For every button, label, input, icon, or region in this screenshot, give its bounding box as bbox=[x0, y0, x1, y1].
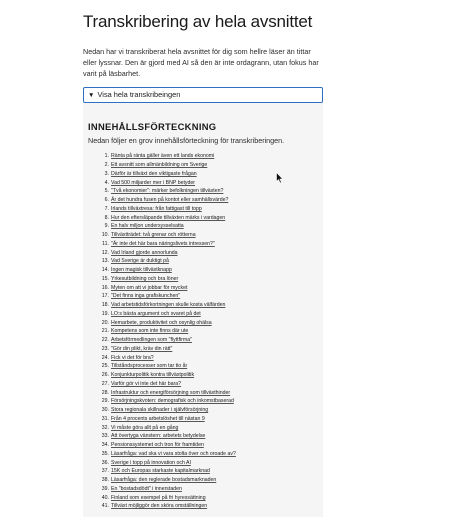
toc-item bbox=[83, 467, 323, 476]
toc-item bbox=[83, 179, 323, 188]
toc-item-link[interactable]: Kompetens som inte finns där ute bbox=[111, 328, 189, 335]
toc-item-number: 22. bbox=[101, 337, 109, 344]
toc-item bbox=[83, 152, 323, 161]
toc-item-number: 27. bbox=[101, 380, 109, 387]
toc-item-link[interactable]: Vad arbetstidsförkortningen skulle kosta välfärden bbox=[111, 302, 226, 309]
toc-item-number: 10. bbox=[101, 232, 109, 239]
toc-item bbox=[83, 459, 323, 468]
toc-list bbox=[83, 152, 323, 511]
toc-item bbox=[83, 336, 323, 345]
toc-item-number: 24. bbox=[101, 354, 109, 361]
toc-item-number: 15. bbox=[101, 275, 109, 282]
toc-item bbox=[83, 187, 323, 196]
toc-item-number: 20. bbox=[101, 319, 109, 326]
toc-item bbox=[83, 170, 323, 179]
toc-subheading: Nedan följer en grov innehållsförteckning för transkriberingen. bbox=[88, 136, 285, 146]
toc-item bbox=[83, 371, 323, 380]
toc-item bbox=[83, 502, 323, 511]
toc-item-number: 4. bbox=[104, 179, 109, 186]
toc-item-link[interactable]: Försörjningskvoten: demografisk och inkomstbaserad bbox=[111, 398, 234, 405]
toc-item bbox=[83, 222, 323, 231]
show-transcript-label: Visa hela transkribeingen bbox=[97, 90, 181, 100]
toc-item bbox=[83, 362, 323, 371]
toc-item bbox=[83, 345, 323, 354]
toc-item-link[interactable]: Läsarfråga: den reglerade bostadsmarknaden bbox=[111, 477, 217, 484]
toc-heading: INNEHÅLLSFÖRTECKNING bbox=[88, 121, 217, 133]
toc-item bbox=[83, 284, 323, 293]
toc-item bbox=[83, 441, 323, 450]
toc-item-link[interactable]: Arbetsförmedlingen som "flyttfirma" bbox=[111, 337, 192, 344]
mouse-cursor-icon bbox=[276, 172, 284, 184]
toc-item-link[interactable]: Vad Irland gjorde annorlunda bbox=[111, 249, 178, 256]
toc-item bbox=[83, 450, 323, 459]
toc-item-number: 8. bbox=[104, 214, 109, 221]
toc-item-link[interactable]: Tillståndsprocesser som tar tio år bbox=[111, 363, 188, 370]
toc-item bbox=[83, 406, 323, 415]
toc-item bbox=[83, 240, 323, 249]
toc-item-link[interactable]: Tillväxtträdet: två grenar och rötterna bbox=[111, 232, 196, 239]
toc-item-number: 7. bbox=[104, 205, 109, 212]
toc-item-link[interactable]: Infrastruktur och energiförsörjning som tillväxthinder bbox=[111, 389, 231, 396]
toc-item-link[interactable]: Är det hundra fusen på kontot eller samhällsvärde? bbox=[111, 197, 229, 204]
toc-item-link[interactable]: Från 4 procents arbetslöshet till nästan 9 bbox=[111, 415, 205, 422]
toc-item-number: 33. bbox=[101, 433, 109, 440]
toc-item bbox=[83, 494, 323, 503]
article bbox=[83, 10, 323, 517]
toc-item-number: 14. bbox=[101, 267, 109, 274]
toc-item-link[interactable]: Vi måste göra allt på en gång bbox=[111, 424, 179, 431]
toc-item-link[interactable]: Tillväxt möjliggör den sköra omställningen bbox=[111, 503, 208, 510]
toc-item bbox=[83, 319, 323, 328]
toc-item-link[interactable]: LO:s bästa argument och svaret på det bbox=[111, 310, 201, 317]
toc-item-link[interactable]: Vad 500 miljarder mer i BNP betyder bbox=[111, 179, 195, 186]
toc-item bbox=[83, 301, 323, 310]
toc-item-link[interactable]: En halv miljon undersysselsatta bbox=[111, 223, 184, 230]
toc-item bbox=[83, 257, 323, 266]
toc-item-number: 34. bbox=[101, 442, 109, 449]
toc-item-number: 6. bbox=[104, 197, 109, 204]
toc-item bbox=[83, 249, 323, 258]
toc-item bbox=[83, 432, 323, 441]
toc-item-number: 39. bbox=[101, 485, 109, 492]
toc-item-link[interactable]: "Är inte det här bara näringslivets intressen?" bbox=[111, 240, 215, 247]
toc-item-number: 26. bbox=[101, 372, 109, 379]
toc-item-number: 29. bbox=[101, 398, 109, 405]
toc-item bbox=[83, 214, 323, 223]
toc-item bbox=[83, 231, 323, 240]
toc-item-link[interactable]: "Gör din plikt, kräv din rätt" bbox=[111, 345, 173, 352]
toc-item-link[interactable]: Yrkesutbildning och bra löner bbox=[111, 275, 179, 282]
toc-item-number: 23. bbox=[101, 345, 109, 352]
toc-item bbox=[83, 196, 323, 205]
toc-item-number: 25. bbox=[101, 363, 109, 370]
toc-item-number: 38. bbox=[101, 477, 109, 484]
toc-item-number: 2. bbox=[104, 162, 109, 169]
toc-item-link[interactable]: Irlands tillväxtresa: från fattigast till topp bbox=[111, 205, 202, 212]
toc-item-number: 37. bbox=[101, 468, 109, 475]
toc-item-number: 3. bbox=[104, 170, 109, 177]
toc-item-number: 13. bbox=[101, 258, 109, 265]
toc-item-number: 1. bbox=[104, 153, 109, 160]
triangle-down-icon: ▼ bbox=[88, 92, 95, 100]
toc-item bbox=[83, 424, 323, 433]
toc-item-number: 16. bbox=[101, 284, 109, 291]
toc-item-link[interactable]: Ingen magisk tillväxtknapp bbox=[111, 267, 172, 274]
toc-item bbox=[83, 380, 323, 389]
toc-item-number: 36. bbox=[101, 459, 109, 466]
toc-item-link[interactable]: Hemarbete, produktivitet och osynlig ohälsa bbox=[111, 319, 212, 326]
toc-item bbox=[83, 205, 323, 214]
toc-item-link[interactable]: "Två ekonomier": märker befolkningen tillväxten? bbox=[111, 188, 224, 195]
toc-item-number: 17. bbox=[101, 293, 109, 300]
toc-item-link[interactable]: Att övertyga vänstern: arbetets betydelse bbox=[111, 433, 206, 440]
transcript-details bbox=[83, 87, 323, 517]
toc-item-link[interactable]: Hur den eftersläpande tillväxten märks i vardagen bbox=[111, 214, 226, 221]
toc-item bbox=[83, 389, 323, 398]
toc-item-number: 11. bbox=[102, 240, 109, 247]
toc-item-link[interactable]: Varför gör vi inte det här bara? bbox=[111, 380, 181, 387]
toc-item-link[interactable]: Stora regionala skillnader i självförsörjning bbox=[111, 407, 209, 414]
toc-item bbox=[83, 476, 323, 485]
toc-item-number: 41. bbox=[101, 503, 109, 510]
toc-item-link[interactable]: Därför är tillväxt den viktigaste frågan bbox=[111, 170, 197, 177]
toc-item-number: 35. bbox=[101, 450, 109, 457]
toc-item-number: 32. bbox=[101, 424, 109, 431]
toc-item-link[interactable]: Ränta på ränta gäller även ett lands ekonomi bbox=[111, 153, 215, 160]
toc-item bbox=[83, 415, 323, 424]
toc-item-number: 31. bbox=[101, 415, 109, 422]
toc-item-link[interactable]: Läsarfråga: vad ska vi vara stolta över och oroade av? bbox=[111, 450, 236, 457]
toc-item-number: 21. bbox=[101, 328, 109, 335]
toc-item-link[interactable]: 15K och Europas starkaste kapitalmarknad bbox=[111, 468, 210, 475]
toc-item-number: 40. bbox=[101, 494, 109, 501]
page-title: Transkribering av hela avsnittet bbox=[83, 12, 313, 31]
toc-item-number: 18. bbox=[101, 302, 109, 309]
toc-item-link[interactable]: Konjunkturpolitik kontra tillväxtpolitik bbox=[111, 372, 195, 379]
toc-item bbox=[83, 327, 323, 336]
toc-item-link[interactable]: Ett avsnitt som allmänbildning om Sverige bbox=[111, 162, 208, 169]
toc-item bbox=[83, 275, 323, 284]
toc-item bbox=[83, 292, 323, 301]
toc-item-link[interactable]: "Det finns inga grafiskunchen" bbox=[111, 293, 181, 300]
show-transcript-toggle[interactable] bbox=[83, 87, 323, 103]
toc-item-link[interactable]: Sverige i topp på innovation och AI bbox=[111, 459, 191, 466]
toc-item bbox=[83, 161, 323, 170]
toc-item bbox=[83, 485, 323, 494]
toc-item bbox=[83, 354, 323, 363]
toc-item-number: 9. bbox=[104, 223, 109, 230]
toc-item-number: 12. bbox=[101, 249, 109, 256]
toc-item-link[interactable]: Finland som exempel på fri hyressättning bbox=[111, 494, 206, 501]
toc-item-link[interactable]: Myten om att vi jobbar för mycket bbox=[111, 284, 188, 291]
intro-paragraph: Nedan har vi transkriberat hela avsnittet för dig som hellre läser än tittar eller lyssnar. Den är gjord med AI så den är inte ordagrann, utan fokus har varit på läsbarhet. bbox=[83, 47, 319, 78]
toc-item bbox=[83, 266, 323, 275]
toc-item-number: 19. bbox=[101, 310, 109, 317]
toc-item-number: 28. bbox=[101, 389, 109, 396]
toc-item-link[interactable]: En "bostadsdödt" i innerstaden bbox=[111, 485, 182, 492]
toc-item-link[interactable]: Pensionssystemet och tron för framtiden bbox=[111, 442, 204, 449]
toc-item-link[interactable]: Vad Sverige är duktigt på bbox=[111, 258, 169, 265]
toc-item-link[interactable]: Fick vi det för bra? bbox=[111, 354, 154, 361]
toc-item bbox=[83, 310, 323, 319]
toc-item-number: 5. bbox=[104, 188, 109, 195]
toc-item bbox=[83, 397, 323, 406]
toc-item-number: 30. bbox=[101, 407, 109, 414]
